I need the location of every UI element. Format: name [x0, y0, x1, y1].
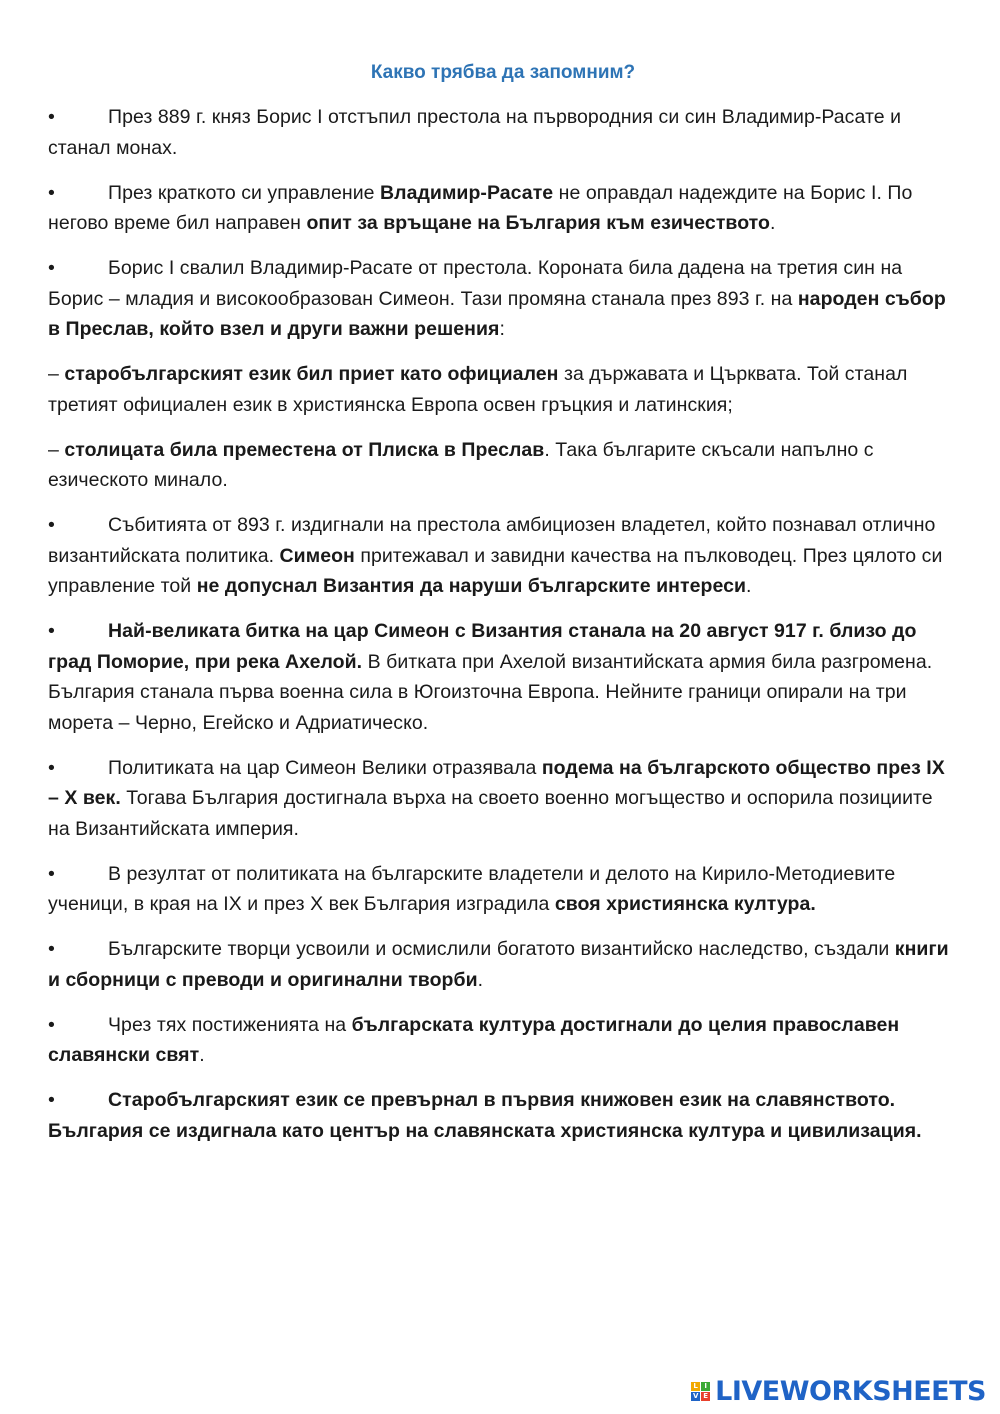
text-segment: не оправдал надеждите на Борис I. По негово време бил направен	[48, 181, 913, 234]
text-segment: Българските творци усвоили и осмислили богатото византийско наследство, създали	[108, 938, 895, 960]
paragraph	[48, 753, 958, 845]
bold-text: Най-великата битка на цар Симеон с Византия станала на 20 август 917 г. близо до град Поморие, при река Ахелой.	[48, 620, 917, 673]
bullet-marker: •	[48, 106, 55, 128]
paragraph	[48, 253, 958, 345]
bold-text: Симеон	[279, 544, 355, 567]
bold-text: своя християнска култура.	[554, 893, 816, 915]
bold-text: българската култура достигнали до целия православен славянски свят	[48, 1013, 900, 1066]
page-title: Какво трябва да запомним?	[370, 62, 636, 83]
text-segment: за държавата и Църквата. Той станал третият официален език в християнска Европа освен гръцкия и латинския;	[48, 363, 908, 416]
bold-text: книги и сборници с преводи и оригинални творби	[48, 938, 949, 991]
text-segment: През 889 г. княз Борис I отстъпил престола на първородния си син Владимир-Расате и станал монах.	[48, 106, 902, 159]
liveworksheets-logo-icon	[691, 1382, 710, 1401]
bold-text: столицата била преместена от Плиска в Преслав	[64, 438, 545, 461]
text-segment: Събитията от 893 г. издигнали на престола амбициозен владетел, който познавал отлично византийската политика.	[48, 514, 936, 567]
paragraph	[48, 859, 958, 920]
paragraph-list	[48, 102, 958, 1146]
text-segment: Чрез тях постиженията на	[108, 1013, 352, 1036]
text-segment: –	[48, 363, 65, 385]
paragraph	[48, 616, 958, 738]
paragraph	[48, 510, 958, 602]
bullet-marker: •	[48, 756, 55, 779]
text-segment: .	[199, 1044, 205, 1066]
text-segment: :	[499, 318, 505, 340]
text-segment: През краткото си управление	[108, 181, 381, 204]
text-segment: В битката при Ахелой византийската армия била разгромена. България станала първа военна сила в Югоизточна Европа. Нейните граници опирали на три морета – Черно, Егейско и Адриатическо.	[48, 650, 933, 734]
text-segment: .	[477, 968, 484, 991]
bold-text: Владимир-Расате	[380, 181, 554, 204]
bullet-marker: •	[48, 862, 55, 885]
logo-wordmark: LIVEWORKSHEETS	[715, 1376, 986, 1407]
logo-mark-cell: V	[692, 1392, 699, 1400]
bullet-marker: •	[48, 514, 55, 536]
logo-mark-cell: L	[691, 1382, 700, 1391]
logo-mark-cell: I	[701, 1382, 710, 1391]
paragraph	[48, 178, 958, 239]
paragraph	[48, 102, 958, 163]
bullet-marker: •	[48, 938, 55, 960]
text-segment: Тогава България достигнала върха на своето военно могъщество и оспорила позициите на Византийската империя.	[48, 787, 933, 840]
document-page	[48, 58, 958, 1161]
text-segment: В резултат от политиката на българските владетели и делото на Кирило-Методиевите ученици, в края на IX и през X век България изградила	[48, 862, 896, 915]
bold-text: народен събор в Преслав, който взел и други важни решения	[48, 287, 946, 340]
liveworksheets-logo	[691, 1376, 986, 1407]
text-segment: .	[769, 212, 776, 234]
bullet-marker: •	[48, 620, 55, 642]
paragraph	[48, 1085, 958, 1146]
paragraph	[48, 1010, 958, 1071]
bullet-marker: •	[48, 181, 55, 204]
bullet-marker: •	[48, 257, 55, 279]
bold-text: Старобългарският език се превърнал в първия книжовен език на славянството. България се издигнала като център на славянската християнска култура и цивилизация.	[48, 1089, 922, 1142]
bold-text: не допуснал Византия да наруши българските интереси	[196, 575, 747, 597]
text-segment: Политиката на цар Симеон Велики отразявала	[108, 756, 542, 779]
bold-text: старобългарският език бил приет като официален	[64, 363, 559, 385]
paragraph	[48, 359, 958, 420]
bullet-marker: •	[48, 1013, 55, 1036]
text-segment: притежавал и завидни качества на пълководец. През цялото си управление той	[48, 544, 943, 597]
paragraph	[48, 435, 958, 496]
text-segment: –	[48, 438, 65, 461]
bold-text: опит за връщане на България към езичеството	[306, 212, 770, 234]
text-segment: Борис I свалил Владимир-Расате от престола. Короната била дадена на третия син на Борис – младия и високообразован Симеон. Тази промяна станала през 893 г. на	[48, 257, 903, 310]
text-segment: .	[746, 575, 752, 597]
paragraph	[48, 934, 958, 995]
bullet-marker: •	[48, 1089, 55, 1111]
bold-text: подема на българското общество през IX – X век.	[48, 756, 945, 809]
logo-mark-cell: E	[701, 1392, 710, 1401]
text-segment: . Така българите скъсали напълно с езическото минало.	[48, 438, 874, 491]
